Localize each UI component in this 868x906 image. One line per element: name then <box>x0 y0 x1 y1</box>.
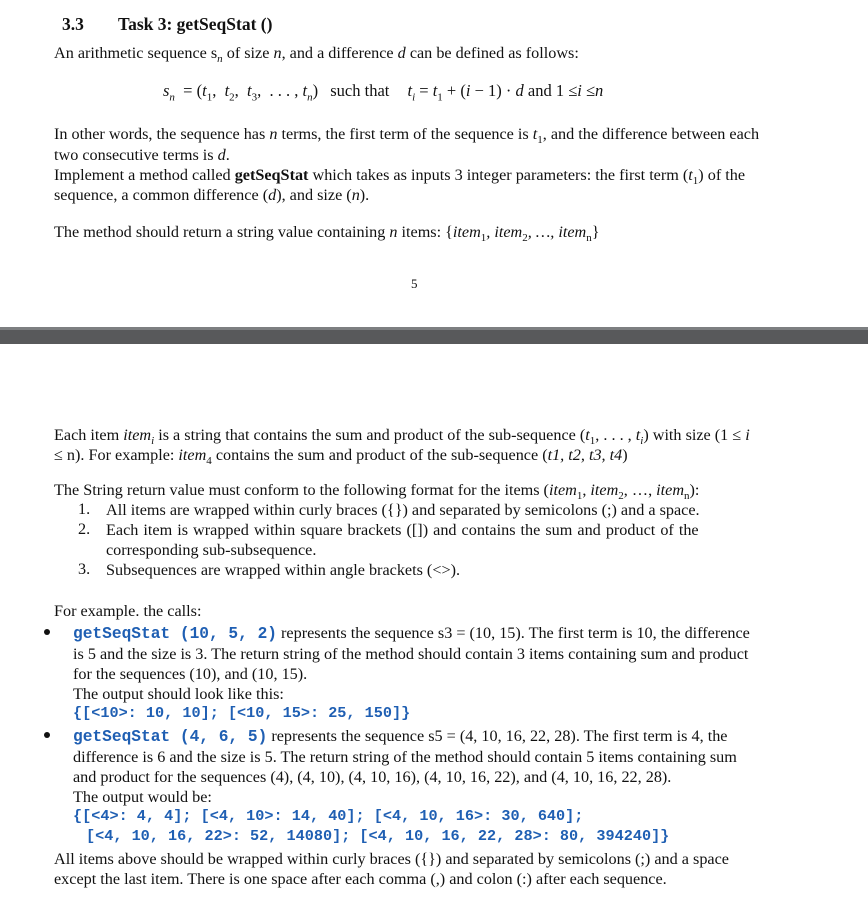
example2-call: getSeqStat (4, 6, 5) <box>73 728 268 746</box>
section-heading <box>62 14 272 35</box>
para1-line1: In other words, the sequence has n terms, the first term of the sequence is $t_1$, and the difference between each <box>54 125 760 147</box>
rule-text-cont: corresponding sub-subsequence. <box>106 541 317 559</box>
section-title: Task 3: getSeqStat () <box>118 14 273 34</box>
example1-line3: for the sequences (10), and (10, 15). <box>73 665 308 683</box>
page-number: 5 <box>411 276 418 291</box>
para3-line1: Each item item$_i$ is a string that contains the sum and product of the sub-sequence ($t_1$, . . . , $t_i$) with size (1 ≤ i <box>54 426 750 448</box>
example2-output-line1: {[<4>: 4, 4]; [<4, 10>: 14, 40]; [<4, 10, 16>: 30, 640]; <box>73 807 584 825</box>
example1-output: {[<10>: 10, 10]; [<10, 15>: 25, 150]} <box>73 704 411 722</box>
closing-line1: All items above should be wrapped within curly braces ({}) and separated by semicolons (;) and a space <box>54 850 729 868</box>
rule-number: 2. <box>78 520 91 538</box>
example2-line3: and product for the sequences (4), (4, 10), (4, 10, 16), (4, 10, 16, 22), and (4, 10, 16, 22, 28). <box>73 768 672 786</box>
example1-line2: is 5 and the size is 3. The return string of the method should contain 3 items containing sum and product <box>73 645 749 663</box>
bullet <box>44 732 50 738</box>
para2-line: The method should return a string value containing n items: {item$_1$, item$_2$, …, item$_n$} <box>54 223 600 245</box>
example1-line4: The output should look like this: <box>73 685 284 703</box>
example2-output-line2: [<4, 10, 16, 22>: 52, 14080]; [<4, 10, 16, 22, 28>: 80, 394240]} <box>86 827 670 845</box>
rule-text: All items are wrapped within curly braces ({}) and separated by semicolons (;) and a space. <box>106 501 700 519</box>
sequence-formula: $s_n = (t_1$, $t_2$, $t_3$, . . . , $t_n$) such that $t_i = t_1 + (i - 1) \cdot d$ and 1 ≤i ≤n <box>163 81 604 104</box>
rule-text: Each item is wrapped within square brackets ([]) and contains the sum and product of the <box>106 521 699 539</box>
example1-call: getSeqStat (10, 5, 2) <box>73 625 277 643</box>
bullet <box>44 629 50 635</box>
example2-line4: The output would be: <box>73 788 212 806</box>
rule-number: 1. <box>78 500 91 518</box>
closing-line2: except the last item. There is one space after each comma (,) and colon (:) after each sequence. <box>54 870 667 888</box>
format-intro: The String return value must conform to the following format for the items (item$_1$, item$_2$, …, item$_n$): <box>54 481 700 503</box>
page-separator <box>0 327 868 344</box>
para3-line2: ≤ n). For example: item$_4$ contains the sum and product of the sub-sequence (t1, t2, t3, t4) <box>54 446 628 468</box>
section-number: 3.3 <box>62 14 84 34</box>
para1-line4: sequence, a common difference (d), and size (n). <box>54 186 370 204</box>
para1-line2: two consecutive terms is d. <box>54 146 230 164</box>
example1-line1: getSeqStat (10, 5, 2) represents the sequence s3 = (10, 15). The first term is 10, the difference <box>73 624 750 643</box>
rule-text: Subsequences are wrapped within angle brackets (<>). <box>106 561 461 579</box>
example-intro: For example. the calls: <box>54 602 202 620</box>
intro-line: An arithmetic sequence $s_n$ of size n, and a difference d can be defined as follows: <box>54 44 579 66</box>
para1-line3: Implement a method called getSeqStat which takes as inputs 3 integer parameters: the first term $(t_1)$ of the <box>54 166 746 188</box>
example2-line2: difference is 6 and the size is 5. The return string of the method should contain 5 items containing sum <box>73 748 737 766</box>
example2-line1: getSeqStat (4, 6, 5) represents the sequence s5 = (4, 10, 16, 22, 28). The first term is 4, the <box>73 727 728 746</box>
rule-number: 3. <box>78 560 91 578</box>
